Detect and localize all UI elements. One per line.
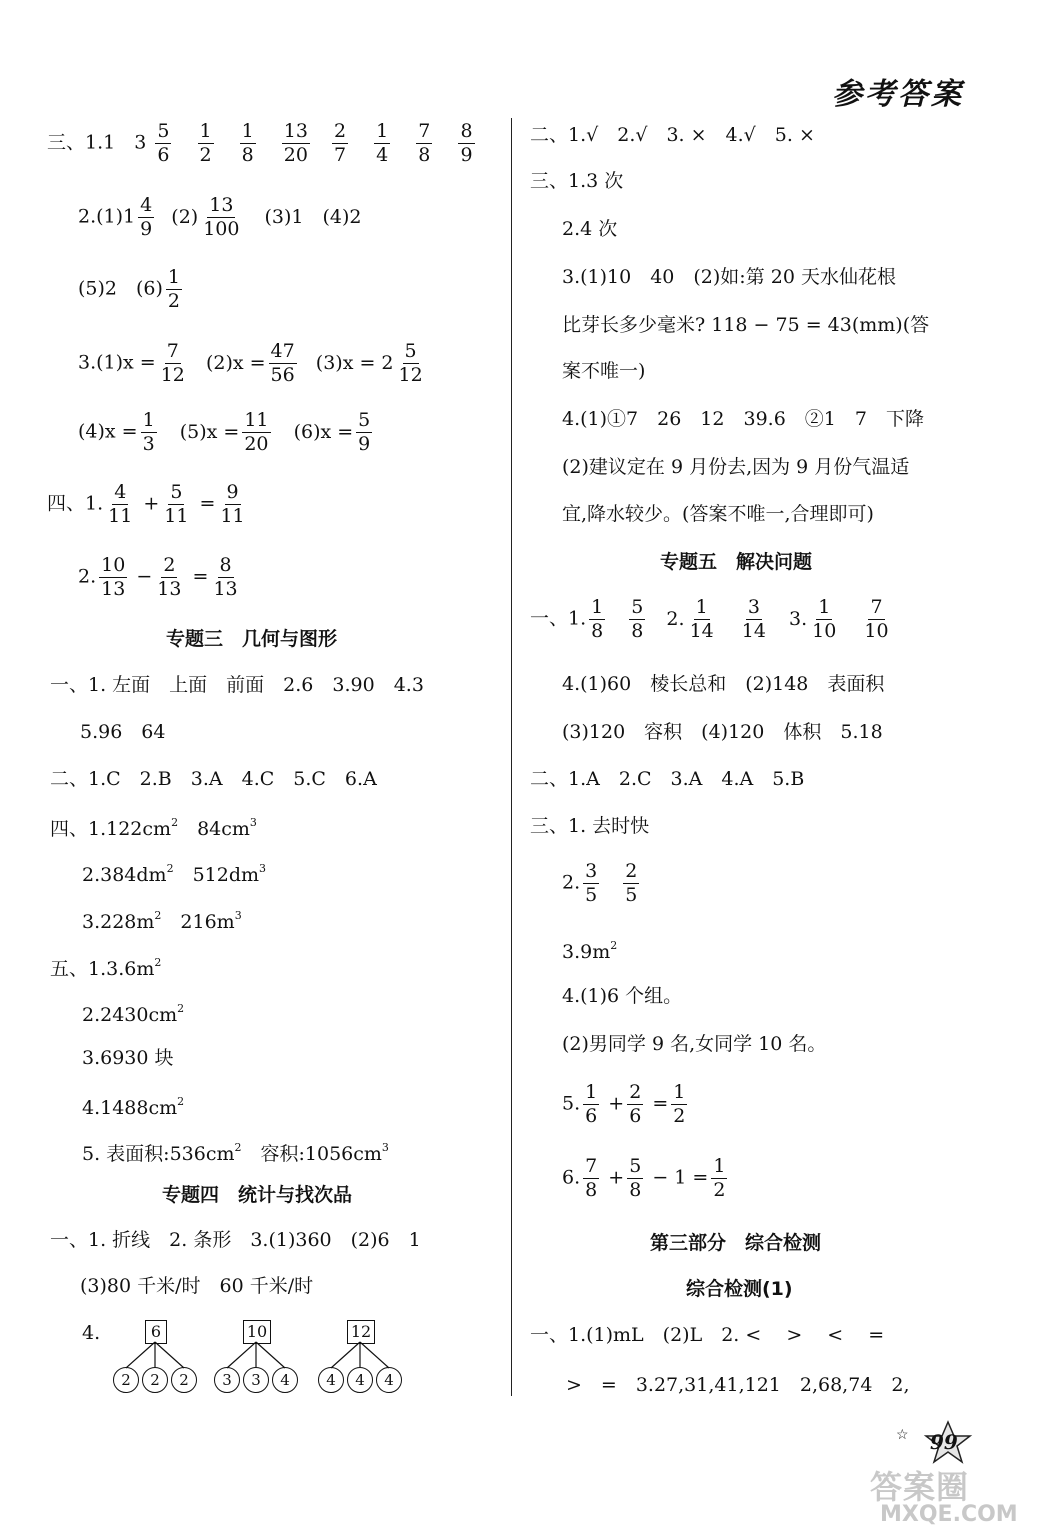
tree-leaf: 2 [171,1367,197,1393]
answer-line: 三、1.3 次 [530,170,624,192]
fraction: $\frac{10}{13}$ [101,554,126,600]
watermark-url: MXQE.COM [880,1502,1018,1527]
answer-line: 2. $\frac{3}{5}$ $\frac{2}{5}$ [562,860,638,906]
answer-line: 比芽长多少毫米? 118 − 75 = 43(mm)(答 [562,314,930,336]
fraction: $\frac{13}{20}$ [283,120,308,166]
answer-line: 3.(1)10 40 (2)如:第 20 天水仙花根 [562,266,896,288]
fraction: $\frac{7}{8}$ [418,120,431,166]
answer-line: 4. [82,1322,101,1344]
tree-leaf: 3 [243,1367,269,1393]
answer-line: $4.1488cm^2$ [82,1095,185,1119]
fraction: $\frac{47}{56}$ [270,340,295,386]
answer-line: 5. 表面积$:536cm^2$ 容积$:1056cm^3$ [82,1141,389,1165]
fraction: $\frac{3}{14}$ [741,596,766,642]
answer-line: $2.384dm^2$ $512dm^3$ [82,862,267,886]
fraction: $\frac{5}{9}$ [358,409,371,455]
tree-leaf: 3 [214,1367,240,1393]
tree-leaf: 2 [113,1367,139,1393]
answer-line: 5. $\frac{1}{6}$ + $\frac{2}{6}$ = $\frac{1}{2}$ [562,1081,686,1127]
fraction: $\frac{8}{9}$ [460,120,473,166]
fraction: $\frac{5}{8}$ [629,1155,642,1201]
tree-leaf: 4 [376,1367,402,1393]
answer-line: 4.(1)60 棱长总和 (2)148 表面积 [562,673,885,695]
watermark: 答案圈 [870,1468,970,1506]
fraction: $\frac{7}{8}$ [585,1155,598,1201]
fraction: $\frac{1}{3}$ [142,409,155,455]
fraction: $\frac{5}{11}$ [164,481,189,527]
line-text: 三、1.1 3 [47,131,147,154]
answer-line: 二、1.√ 2.√ 3. × 4.√ 5. × [530,124,815,146]
answer-line: 五、$1.3.6m^2$ [50,956,162,980]
section-title: 专题五 解决问题 [660,551,813,573]
answer-line: 一、1.(1)mL (2)L 2. < > < = [530,1324,885,1346]
answer-line: 3.6930 块 [82,1047,174,1069]
fraction: $\frac{1}{2}$ [713,1155,726,1201]
page-number: 99 [930,1430,958,1454]
answer-line: $3.9m^2$ [562,939,618,963]
fraction: $\frac{1}{6}$ [585,1081,598,1127]
tree-root: 6 [145,1320,167,1344]
fraction: $\frac{2}{7}$ [334,120,347,166]
fraction: $\frac{5}{6}$ [157,120,170,166]
fraction: $\frac{2}{13}$ [157,554,182,600]
answer-line: 一、1. 左面 上面 前面 2.6 3.90 4.3 [50,674,424,696]
answer-line: $2.2430cm^2$ [82,1002,185,1026]
answer-line: 四、$1.122cm^2$ $84cm^3$ [50,816,257,840]
answer-line: 四、1. $\frac{4}{11}$ + $\frac{5}{11}$ = $\frac{9}{11}$ [47,481,245,527]
tree-leaf: 4 [347,1367,373,1393]
answer-line: 案不唯一) [562,360,646,382]
answer-line: (3)120 容积 (4)120 体积 5.18 [562,721,883,743]
header-title: 参考答案 [832,77,964,112]
answer-line: 宜,降水较少。(答案不唯一,合理即可) [562,503,874,525]
answer-line: 6. $\frac{7}{8}$ + $\frac{5}{8}$ − 1 = $\frac{1}{2}$ [562,1155,726,1201]
section-title: 专题四 统计与找次品 [162,1184,353,1206]
answer-line: 2.(1)1 $\frac{4}{9}$ (2) $\frac{13}{100}$ (3)1 (4)2 [78,194,362,240]
answer-line: 二、1.A 2.C 3.A 4.A 5.B [530,768,805,790]
fraction: $\frac{9}{11}$ [220,481,245,527]
fraction: $\frac{8}{13}$ [213,554,238,600]
fraction: $\frac{1}{2}$ [199,120,212,166]
tree-leaf: 2 [142,1367,168,1393]
answer-line: 2.4 次 [562,218,618,240]
fraction: $\frac{2}{5}$ [625,860,638,906]
tree-leaf: 4 [318,1367,344,1393]
answer-line: 二、1.C 2.B 3.A 4.C 5.C 6.A [50,768,377,790]
fraction: $\frac{13}{100}$ [203,194,240,240]
section-title: 综合检测(1) [686,1278,793,1300]
answer-line: 一、1. 折线 2. 条形 3.(1)360 (2)6 1 [50,1229,421,1251]
tree-leaf: 4 [272,1367,298,1393]
answer-line: 5.96 64 [80,721,166,743]
answer-line: (2)男同学 9 名,女同学 10 名。 [562,1033,827,1055]
fraction: $\frac{1}{14}$ [689,596,714,642]
answer-line: > = 3.27,31,41,121 2,68,74 2, [566,1374,910,1396]
answer-line: 4.(1)①7 26 12 39.6 ②1 7 下降 [562,408,924,430]
fraction: $\frac{5}{12}$ [398,340,423,386]
fraction: $\frac{1}{4}$ [376,120,389,166]
fraction: $\frac{1}{8}$ [241,120,254,166]
fraction: $\frac{2}{6}$ [629,1081,642,1127]
tree-root: 10 [243,1320,271,1344]
answer-line: 2. $\frac{10}{13}$ − $\frac{2}{13}$ = $\frac{8}{13}$ [78,554,238,600]
fraction: $\frac{3}{5}$ [585,860,598,906]
tree-root: 12 [347,1320,375,1344]
fraction: $\frac{1}{10}$ [812,596,837,642]
fraction: $\frac{7}{10}$ [864,596,889,642]
answer-line: (4)x = $\frac{1}{3}$ (5)x = $\frac{11}{20}$ (6)x = $\frac{5}{9}$ [78,409,371,455]
answer-line: 3.(1)x = $\frac{7}{12}$ (2)x = $\frac{47}{56}$ (3)x = 2 $\frac{5}{12}$ [78,340,423,386]
fraction: $\frac{5}{8}$ [631,596,644,642]
fraction: $\frac{11}{20}$ [244,409,269,455]
answer-line: $3.228m^2$ $216m^3$ [82,909,242,933]
small-star-icon: ☆ [896,1427,909,1443]
section-title: 第三部分 综合检测 [650,1232,822,1254]
answer-line: (5)2 (6) $\frac{1}{2}$ [78,266,181,312]
fraction: $\frac{4}{11}$ [108,481,133,527]
weighing-tree-lines [0,0,520,1400]
answer-line: 一、1. $\frac{1}{8}$ $\frac{5}{8}$ 2. $\frac{1}{14}$ $\frac{3}{14}$ 3. $\frac{1}{10}$ $\frac{7}{10}$ [530,596,889,642]
fraction: $\frac{7}{12}$ [160,340,185,386]
fraction: $\frac{1}{8}$ [591,596,604,642]
fraction: $\frac{4}{9}$ [140,194,153,240]
answer-line: (3)80 千米/时 60 千米/时 [80,1275,314,1297]
answer-line: 三、1. 去时快 [530,815,650,837]
answer-line: (2)建议定在 9 月份去,因为 9 月份气温适 [562,456,910,478]
section-title: 专题三 几何与图形 [166,628,338,650]
answer-line: 4.(1)6 个组。 [562,985,683,1007]
fraction: $\frac{1}{2}$ [673,1081,686,1127]
fraction: $\frac{1}{2}$ [167,266,181,312]
